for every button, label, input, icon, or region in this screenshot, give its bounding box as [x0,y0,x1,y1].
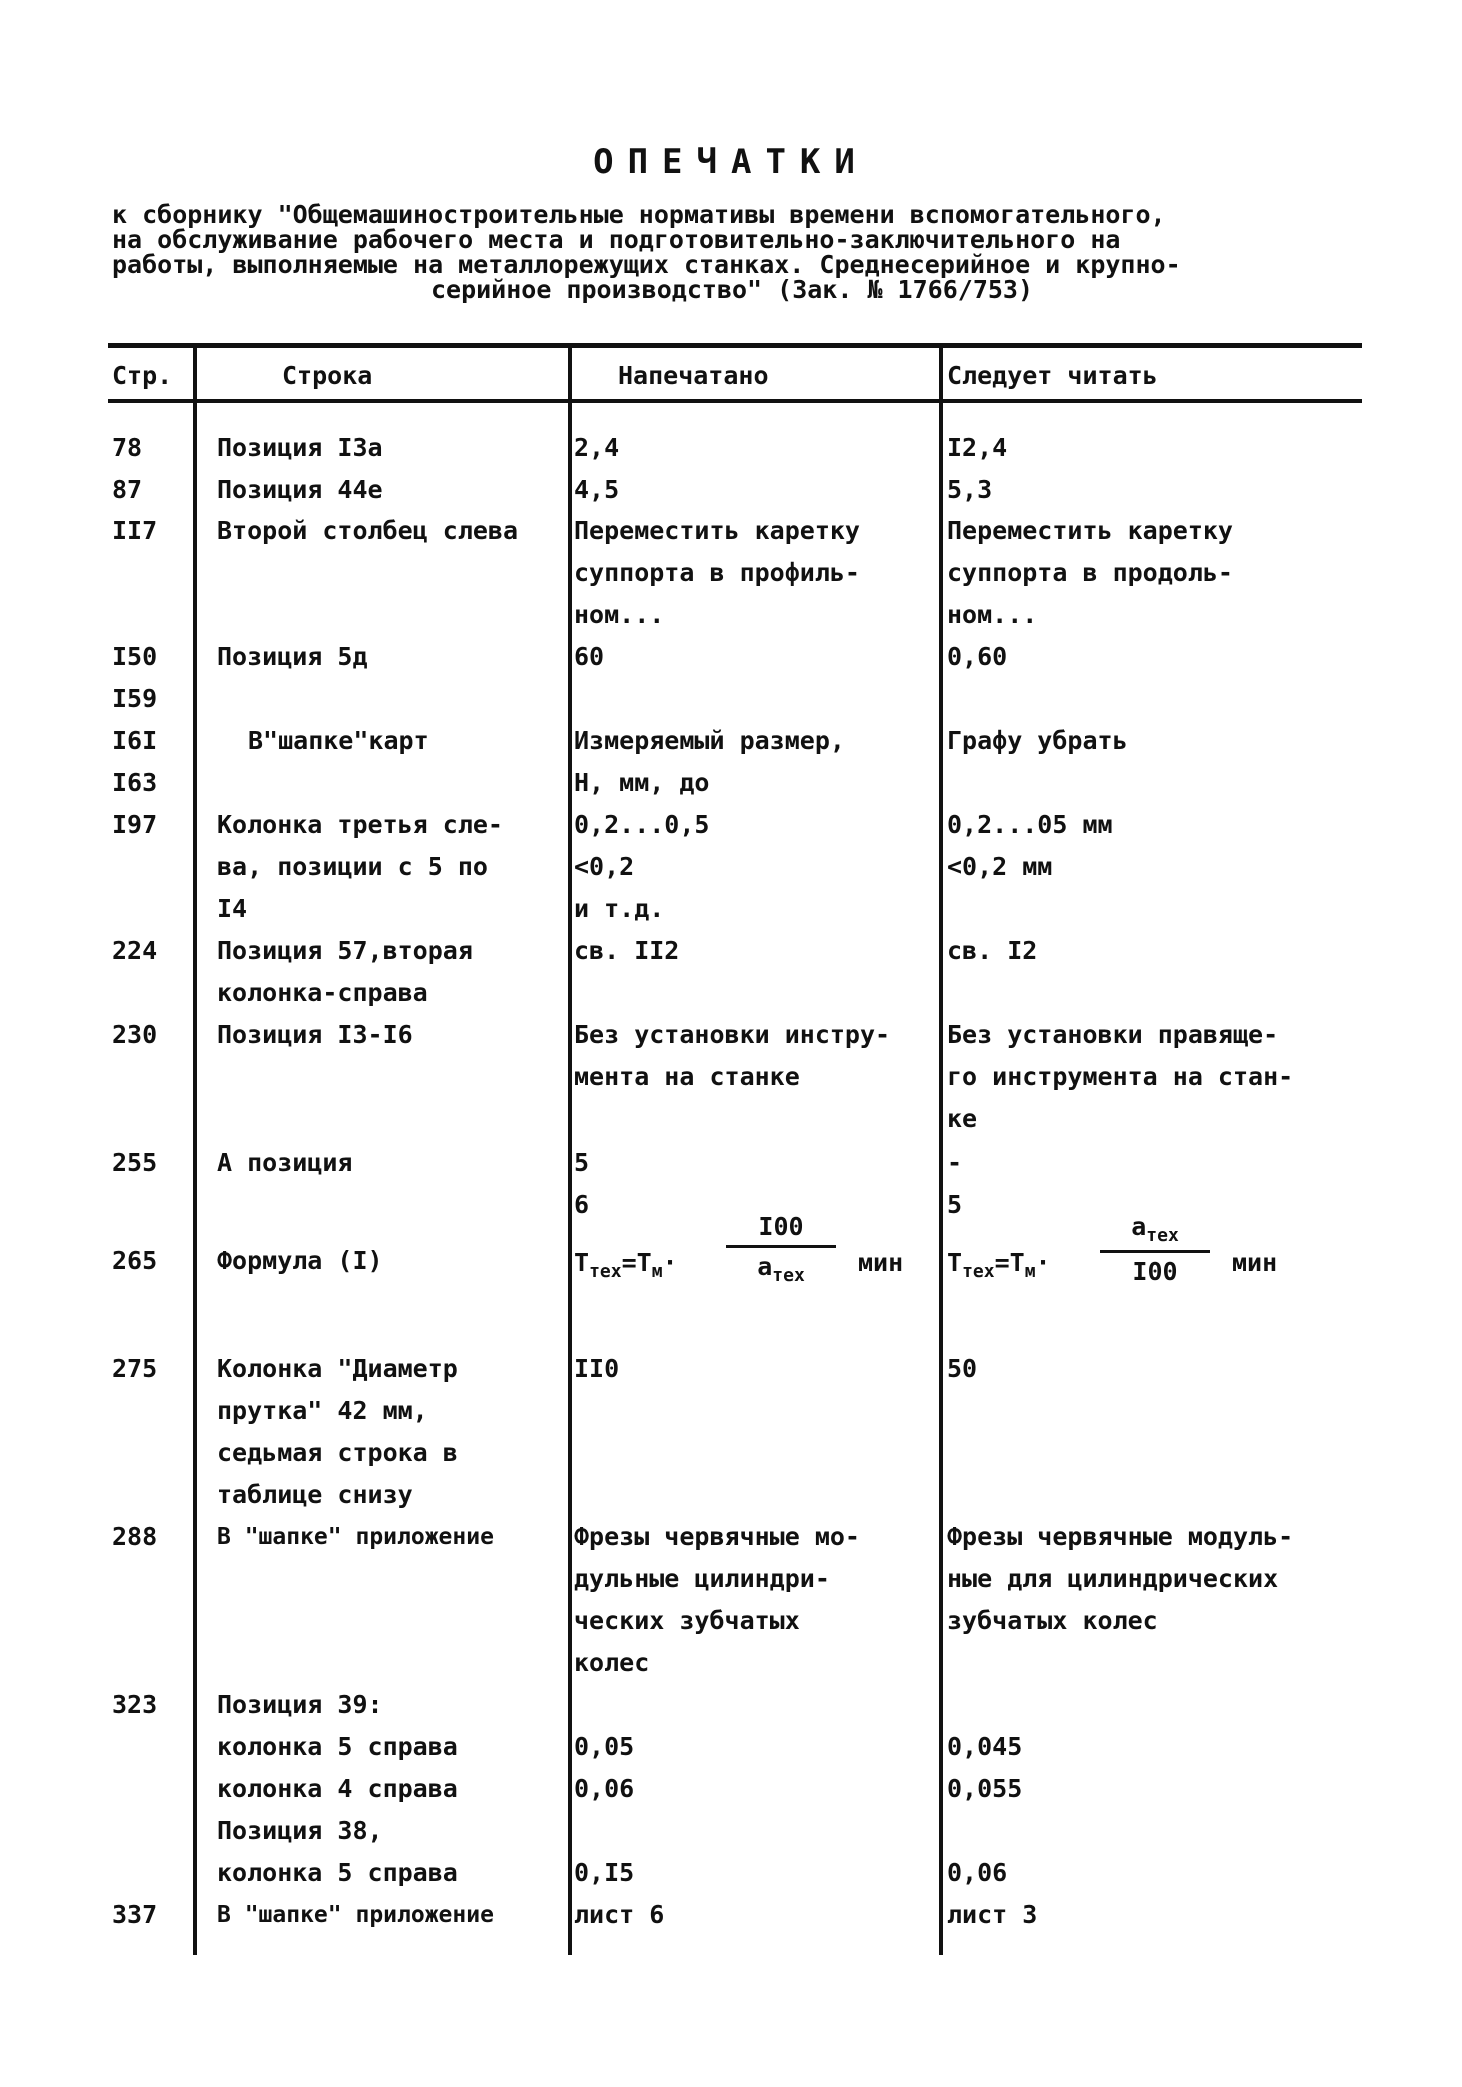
column-divider [193,343,197,1955]
header-correct: Следует читать [947,361,1158,390]
cell-printed: лист 6 [574,1900,665,1929]
cell-printed: 0,05 [574,1732,635,1761]
cell-correct: 5 [947,1190,963,1219]
subtitle-line: к сборнику "Общемашиностроительные нормативы времени вспомогательного, [112,200,1166,229]
cell-page: 224 [112,936,158,965]
cell-line: колонка 5 справа [217,1732,458,1761]
cell-printed: II0 [574,1354,620,1383]
cell-printed: 6 [574,1190,590,1219]
cell-printed: ном... [574,600,665,629]
correct-formula-lhs: $T_{тех}=T_м\cdot$ [947,1248,1051,1282]
header-line: Строка [282,361,373,390]
cell-printed: и т.д. [574,894,665,923]
cell-page: II7 [112,516,158,545]
printed-formula-fraction: I00 $a_{тех}$ [726,1212,836,1286]
cell-page: 323 [112,1690,158,1719]
cell-correct: 0,045 [947,1732,1023,1761]
cell-printed: 4,5 [574,475,620,504]
cell-line: ва, позиции с 5 по [217,852,488,881]
cell-printed: 0,2...0,5 [574,810,710,839]
cell-page: 288 [112,1522,158,1551]
cell-line: В"шапке"карт [248,726,429,755]
cell-page: I63 [112,768,158,797]
cell-correct: Графу убрать [947,726,1128,755]
printed-formula-unit: мин [858,1248,904,1277]
correct-formula-fraction: $a_{тех}$ I00 [1100,1212,1210,1286]
cell-page: 265 [112,1246,158,1275]
cell-printed: Переместить каретку [574,516,860,545]
cell-page: I59 [112,684,158,713]
cell-correct: 0,60 [947,642,1008,671]
cell-page: 275 [112,1354,158,1383]
cell-correct: зубчатых колес [947,1606,1158,1635]
cell-printed: 60 [574,642,605,671]
cell-printed: дульные цилиндри- [574,1564,830,1593]
cell-printed: 0,I5 [574,1858,635,1887]
cell-line: колонка-справа [217,978,428,1007]
cell-line: I4 [217,894,248,923]
cell-printed: <0,2 [574,852,635,881]
cell-correct: 0,055 [947,1774,1023,1803]
cell-correct: ном... [947,600,1038,629]
cell-printed: Измеряемый размер, [574,726,845,755]
cell-line: В "шапке" приложение [217,1902,494,1928]
cell-line: колонка 5 справа [217,1858,458,1887]
subtitle [112,202,1352,302]
subtitle-line: работы, выполняемые на металлорежущих станках. Среднесерийное и крупно- [112,250,1181,279]
cell-line: Позиция 5д [217,642,368,671]
cell-line: Позиция 57,вторая [217,936,473,965]
table-header-rule [108,399,1362,403]
cell-line: В "шапке" приложение [217,1524,494,1550]
cell-line: А позиция [217,1148,353,1177]
cell-line: Позиция 44е [217,475,383,504]
cell-page: 255 [112,1148,158,1177]
page-title: ОПЕЧАТКИ [593,142,869,182]
column-divider [939,343,943,1955]
cell-printed: Н, мм, до [574,768,710,797]
cell-page: 230 [112,1020,158,1049]
cell-line: Позиция I3-I6 [217,1020,413,1049]
subtitle-line: серийное производство" (Зак. № 1766/753) [430,275,1034,304]
cell-line: таблице снизу [217,1480,413,1509]
cell-correct: 0,06 [947,1858,1008,1887]
cell-page: I97 [112,810,158,839]
cell-correct: 0,2...05 мм [947,810,1113,839]
cell-line: Второй столбец слева [217,516,519,545]
cell-correct: Переместить каретку [947,516,1233,545]
cell-correct: Без установки правяще- [947,1020,1279,1049]
cell-line: Позиция I3а [217,433,383,462]
cell-printed: колес [574,1648,650,1677]
cell-line: седьмая строка в [217,1438,458,1467]
cell-correct: - [947,1148,963,1177]
table-top-rule [108,343,1362,348]
cell-printed: 5 [574,1148,590,1177]
subtitle-line: на обслуживание рабочего места и подготовительно-заключительного на [112,225,1121,254]
cell-page: I6I [112,726,158,755]
cell-page: I50 [112,642,158,671]
cell-correct: ные для цилиндрических [947,1564,1279,1593]
cell-correct: лист 3 [947,1900,1038,1929]
cell-line: Колонка третья сле- [217,810,503,839]
cell-correct: I2,4 [947,433,1008,462]
cell-printed: мента на станке [574,1062,800,1091]
cell-correct: ке [947,1104,978,1133]
cell-printed: ческих зубчатых [574,1606,800,1635]
cell-line: Колонка "Диаметр [217,1354,458,1383]
cell-printed: св. II2 [574,936,680,965]
cell-correct: 50 [947,1354,978,1383]
cell-correct: св. I2 [947,936,1038,965]
cell-correct: Фрезы червячные модуль- [947,1522,1294,1551]
header-printed: Напечатано [618,361,769,390]
correct-formula-unit: мин [1232,1248,1278,1277]
cell-page: 78 [112,433,143,462]
cell-line: Позиция 38, [217,1816,383,1845]
cell-printed: Без установки инстру- [574,1020,891,1049]
cell-correct: 5,3 [947,475,993,504]
header-page: Стр. [112,361,173,390]
cell-page: 337 [112,1900,158,1929]
cell-page: 87 [112,475,143,504]
cell-printed: Фрезы червячные мо- [574,1522,860,1551]
cell-line: прутка" 42 мм, [217,1396,428,1425]
cell-correct: го инструмента на стан- [947,1062,1294,1091]
cell-printed: суппорта в профиль- [574,558,860,587]
cell-correct: <0,2 мм [947,852,1053,881]
cell-correct: суппорта в продоль- [947,558,1233,587]
cell-printed: 0,06 [574,1774,635,1803]
column-divider [568,343,572,1955]
printed-formula-lhs: $T_{тех}=T_м\cdot$ [574,1248,678,1282]
cell-line: Формула (I) [217,1246,383,1275]
cell-line: Позиция 39: [217,1690,383,1719]
cell-line: колонка 4 справа [217,1774,458,1803]
cell-printed: 2,4 [574,433,620,462]
